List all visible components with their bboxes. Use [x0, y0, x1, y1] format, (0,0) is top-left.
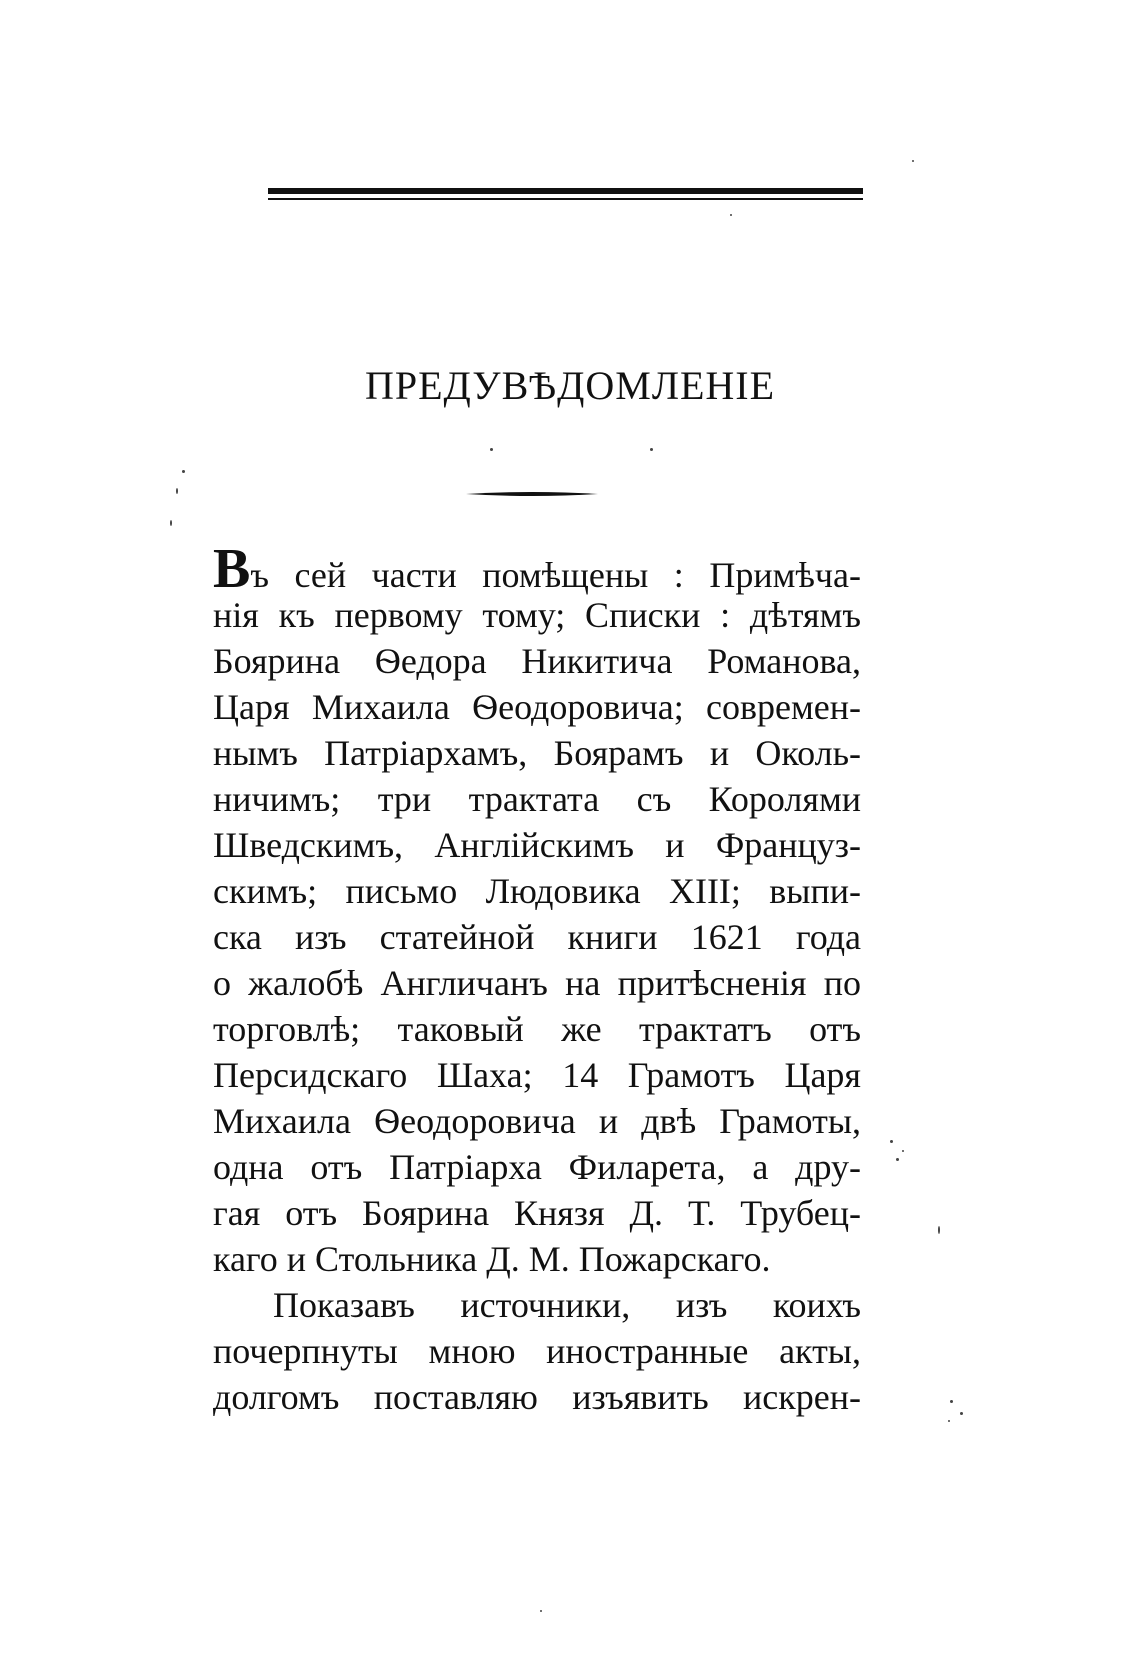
text-line: Царя Михаила Ѳеодоровича; современ-	[213, 687, 861, 727]
scan-speck	[890, 1140, 893, 1143]
top-ornamental-rule	[268, 188, 863, 202]
scan-speck	[948, 1420, 950, 1422]
scan-speck	[170, 520, 172, 526]
scan-speck	[938, 1226, 940, 1234]
top-rule-thin-line	[268, 198, 863, 200]
body-text	[213, 538, 861, 1420]
text-line: нія къ первому тому; Списки : дѣтямъ	[213, 595, 861, 635]
text-line: почерпнуты мною иностранные акты,	[213, 1331, 861, 1371]
scan-speck	[902, 1150, 904, 1152]
text-line: Михаила Ѳеодоровича и двѣ Грамоты,	[213, 1101, 861, 1141]
scan-speck	[960, 1412, 963, 1415]
text-line: долгомъ поставляю изъявить искрен-	[213, 1377, 861, 1417]
scan-speck	[730, 214, 732, 216]
scan-speck	[912, 160, 914, 162]
page-heading: ПРЕДУВѢДОМЛЕНІЕ	[364, 363, 776, 408]
top-rule-thick-line	[268, 188, 863, 194]
scan-speck	[540, 1610, 542, 1612]
scan-speck	[950, 1400, 953, 1403]
heading-divider	[466, 491, 598, 497]
text-line: ска изъ статейной книги 1621 года	[213, 917, 861, 957]
text-line: о жалобѣ Англичанъ на притѣсненія по	[213, 963, 861, 1003]
text-line: каго и Стольника Д. М. Пожарскаго.	[213, 1239, 771, 1279]
text-line: ничимъ; три трактата съ Королями	[213, 779, 861, 819]
paragraph-2-line-1: Показавъ источники, изъ коихъ	[273, 1285, 861, 1325]
scan-speck	[490, 448, 493, 451]
text-line: скимъ; письмо Людовика XIII; выпи-	[213, 871, 861, 911]
text-line: нымъ Патріархамъ, Боярамъ и Околь-	[213, 733, 861, 773]
paragraph-1-line-1	[213, 538, 861, 600]
scan-speck	[176, 488, 178, 494]
text-line: гая отъ Боярина Князя Д. Т. Трубец-	[213, 1193, 861, 1233]
text-line: торговлѣ; таковый же трактатъ отъ	[213, 1009, 861, 1049]
text-line: Персидскаго Шаха; 14 Грамотъ Царя	[213, 1055, 861, 1095]
text-line: Шведскимъ, Англійскимъ и Француз-	[213, 825, 861, 865]
scan-speck	[650, 448, 653, 451]
text-line: Боярина Ѳедора Никитича Романова,	[213, 641, 861, 681]
text-line: одна отъ Патріарха Филарета, а дру-	[213, 1147, 861, 1187]
scan-speck	[182, 470, 185, 473]
drop-cap: В	[213, 538, 251, 600]
first-line-text: ъ сей части помѣщены : Примѣча-	[250, 555, 861, 595]
scan-speck	[896, 1158, 899, 1161]
